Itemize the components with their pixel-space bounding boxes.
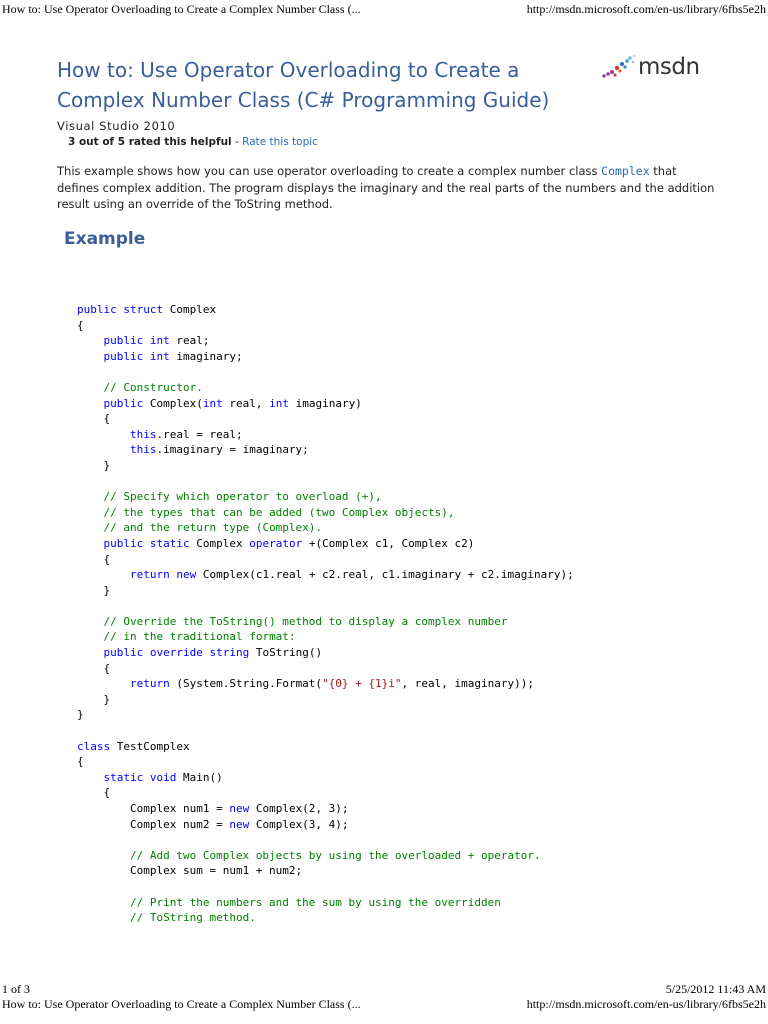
code-line <box>77 396 574 412</box>
code-text: .imaginary = imaginary; <box>156 443 309 457</box>
code-text: Complex( <box>143 396 203 410</box>
code-comment: // Print the numbers and the sum by using the overridden <box>129 895 501 909</box>
code-text <box>77 381 104 394</box>
code-text: } <box>77 708 84 722</box>
code-comment: // the types that can be added (two Complex objects), <box>103 505 455 519</box>
code-keyword: new <box>229 817 250 831</box>
code-text: Complex sum = num1 + num2; <box>77 864 303 878</box>
code-keyword: public <box>103 646 144 660</box>
code-keyword: int <box>269 396 289 410</box>
print-footer-title: How to: Use Operator Overloading to Create a Complex Number Class (... <box>2 997 361 1011</box>
code-text <box>77 630 104 643</box>
code-comment: // ToString method. <box>129 911 256 925</box>
code-line <box>77 614 574 630</box>
code-keyword: public <box>103 396 144 410</box>
code-line <box>77 349 574 365</box>
code-line <box>77 489 574 505</box>
code-text: { <box>77 318 84 332</box>
code-line <box>77 645 574 661</box>
code-text: real; <box>169 334 210 348</box>
code-line <box>77 785 574 801</box>
code-line <box>77 723 574 739</box>
code-line <box>77 676 574 692</box>
intro-text-2: that defines complex addition. The program displays the imaginary and the real parts of the numbers and the addition result using an override of the ToString method. <box>57 164 715 211</box>
code-text: .real = real; <box>156 427 243 441</box>
code-line <box>77 302 574 318</box>
print-datetime: 5/25/2012 11:43 AM <box>665 982 766 996</box>
code-keyword: int <box>202 396 223 410</box>
code-line <box>77 583 574 599</box>
code-text: { <box>77 661 111 675</box>
code-text: { <box>77 412 111 426</box>
print-header-title: How to: Use Operator Overloading to Create a Complex Number Class (... <box>2 2 361 16</box>
code-keyword: string <box>209 646 250 660</box>
code-keyword: operator <box>249 536 303 550</box>
code-keyword: public <box>77 303 117 316</box>
code-text <box>77 350 104 363</box>
code-text: Complex(3, 4); <box>249 817 349 831</box>
code-keyword: class <box>77 739 111 753</box>
code-text <box>77 896 130 909</box>
code-keyword: int <box>149 334 170 348</box>
code-keyword: this <box>129 443 157 457</box>
code-text: { <box>77 755 84 769</box>
code-text <box>77 521 104 534</box>
product-version: Visual Studio 2010 <box>57 119 176 133</box>
code-text: imaginary) <box>288 396 362 410</box>
code-comment: // and the return type (Complex). <box>103 521 323 535</box>
code-keyword: this <box>129 427 157 441</box>
code-text: Complex(2, 3); <box>249 802 349 815</box>
code-keyword: new <box>229 802 250 815</box>
code-line <box>77 536 574 552</box>
code-line <box>77 458 574 474</box>
intro-text-1: This example shows how you can use operator overloading to create a complex number class <box>57 164 602 178</box>
code-line <box>77 707 574 723</box>
code-text <box>77 397 104 410</box>
code-line <box>77 552 574 568</box>
code-text: { <box>77 786 111 800</box>
code-text <box>77 646 104 659</box>
code-line <box>77 567 574 583</box>
code-line <box>77 848 574 864</box>
code-line <box>77 364 574 380</box>
code-text: } <box>77 692 111 706</box>
intro-paragraph <box>57 163 717 213</box>
code-string: "{0} + {1}i" <box>322 677 402 691</box>
print-footer-url: http://msdn.microsoft.com/en-us/library/6fbs5e2h <box>526 997 766 1011</box>
code-text <box>77 615 104 628</box>
code-text <box>77 849 130 862</box>
code-keyword: void <box>149 770 177 784</box>
code-text <box>143 350 150 363</box>
code-line <box>77 692 574 708</box>
code-text <box>77 911 130 924</box>
code-line <box>77 661 574 677</box>
rating-line <box>68 136 318 148</box>
code-text: Complex num2 = <box>77 817 230 831</box>
code-comment: // Override the ToString() method to display a complex number <box>103 614 508 628</box>
intro-code-complex: Complex <box>601 164 650 178</box>
code-line <box>77 817 574 833</box>
rating-text: 3 out of 5 rated this helpful <box>68 136 232 148</box>
msdn-swoosh-icon <box>600 52 640 86</box>
code-line <box>77 879 574 895</box>
code-line <box>77 442 574 458</box>
code-keyword: override <box>149 646 203 660</box>
code-line <box>77 910 574 926</box>
print-footer <box>0 982 768 1022</box>
code-keyword: public <box>103 536 144 550</box>
code-keyword: return <box>129 677 170 691</box>
code-keyword: public <box>103 349 144 363</box>
section-heading-example: Example <box>64 229 146 249</box>
code-text <box>77 428 130 441</box>
rate-topic-link[interactable]: Rate this topic <box>242 136 318 148</box>
print-header-url: http://msdn.microsoft.com/en-us/library/6fbs5e2h <box>526 2 766 16</box>
code-text: imaginary; <box>169 349 243 363</box>
code-text <box>77 771 104 784</box>
code-comment: // Specify which operator to overload (+), <box>103 490 382 504</box>
code-text: } <box>77 583 111 597</box>
print-header <box>0 2 768 18</box>
code-keyword: static <box>103 770 144 784</box>
code-text <box>77 506 104 519</box>
code-text <box>77 443 130 456</box>
code-text <box>143 537 150 550</box>
code-line <box>77 895 574 911</box>
page-title: How to: Use Operator Overloading to Create a Complex Number Class (C# Programming Guide) <box>57 58 550 112</box>
code-line <box>77 739 574 755</box>
code-text: , real, imaginary)); <box>401 677 534 691</box>
code-text: real, <box>222 396 270 410</box>
code-comment: // in the traditional format: <box>103 630 296 644</box>
code-text: } <box>77 458 111 472</box>
code-text: +(Complex c1, Complex c2) <box>302 536 475 550</box>
code-line <box>77 505 574 521</box>
code-text <box>77 568 130 581</box>
code-keyword: static <box>149 536 190 550</box>
code-line <box>77 411 574 427</box>
rating-separator: - <box>231 136 243 148</box>
code-text <box>77 677 130 690</box>
code-text: Complex <box>189 536 250 550</box>
msdn-logo[interactable] <box>600 52 720 86</box>
code-text <box>77 334 104 347</box>
code-line <box>77 520 574 536</box>
code-text <box>77 490 104 503</box>
code-keyword: return <box>129 568 170 582</box>
code-text: Complex num1 = <box>77 802 230 815</box>
code-line <box>77 754 574 770</box>
code-text <box>143 771 150 784</box>
code-line <box>77 333 574 349</box>
code-keyword: int <box>149 349 170 363</box>
code-text: Complex(c1.real + c2.real, c1.imaginary + c2.imaginary); <box>196 568 574 582</box>
code-line <box>77 318 574 334</box>
code-keyword: new <box>176 568 197 582</box>
code-text: Main() <box>176 770 223 784</box>
code-block <box>77 302 574 926</box>
code-keyword: public <box>103 334 144 348</box>
code-text: { <box>77 552 111 566</box>
code-text <box>77 537 104 550</box>
page-number: 1 of 3 <box>2 982 30 996</box>
code-line <box>77 770 574 786</box>
code-line <box>77 427 574 443</box>
code-text <box>143 334 150 347</box>
msdn-logo-text: msdn <box>638 54 700 80</box>
code-text: Complex <box>163 303 217 316</box>
code-text: ToString() <box>249 646 323 660</box>
code-line <box>77 629 574 645</box>
code-line <box>77 380 574 396</box>
code-comment: // Add two Complex objects by using the overloaded + operator. <box>129 848 541 862</box>
code-text: (System.String.Format( <box>169 677 323 691</box>
code-line <box>77 598 574 614</box>
code-line <box>77 832 574 848</box>
code-line <box>77 801 574 817</box>
code-text: TestComplex <box>110 739 190 753</box>
code-line <box>77 474 574 490</box>
code-comment: // Constructor. <box>103 380 203 394</box>
code-keyword: struct <box>123 303 164 316</box>
code-text <box>143 646 150 659</box>
code-line <box>77 863 574 879</box>
